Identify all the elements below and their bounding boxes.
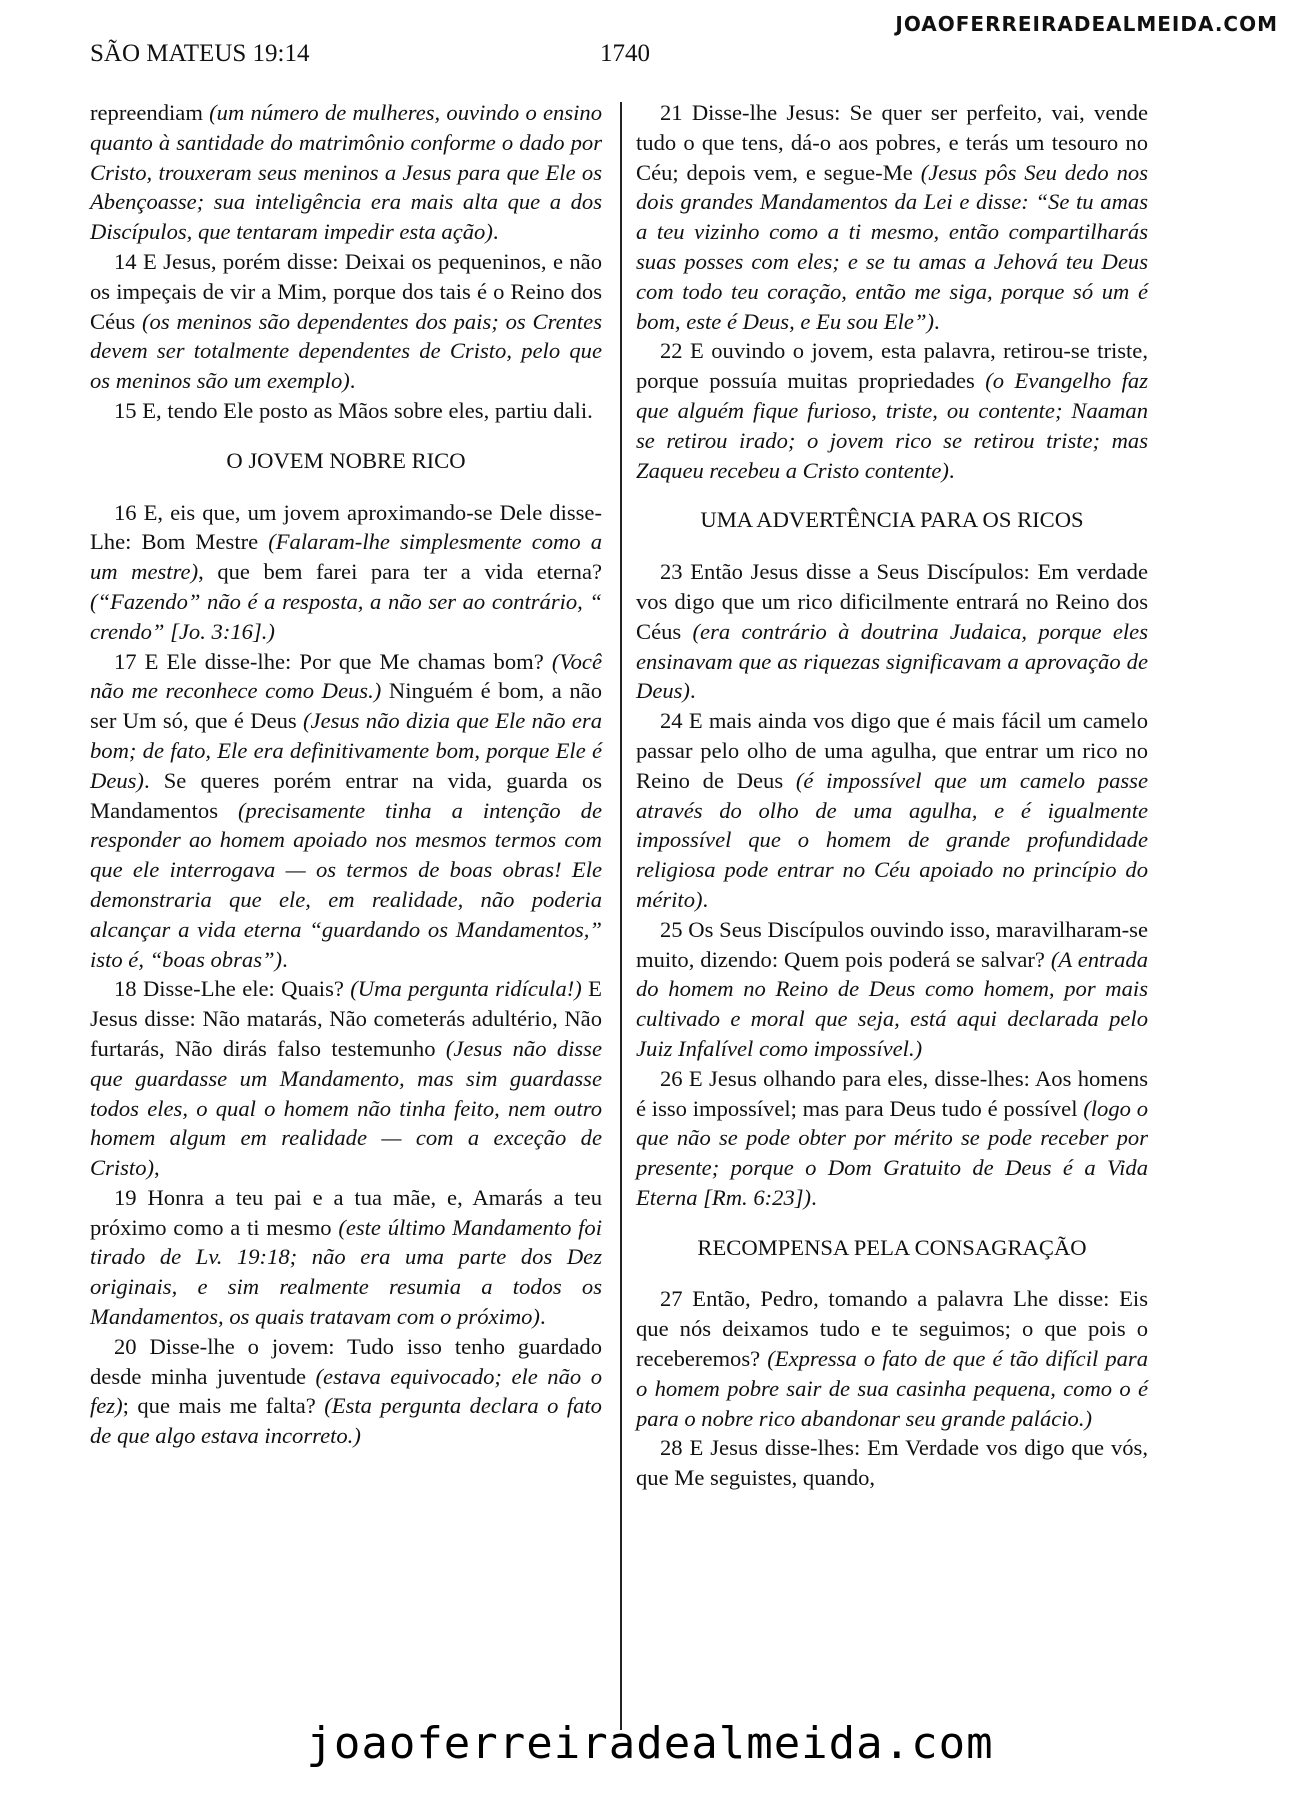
book-reference: SÃO MATEUS 19:14 (90, 40, 310, 67)
verse-15: 15 E, tendo Ele posto as Mãos sobre eles, partiu dali. (114, 397, 593, 423)
verse-14: 14 E Jesus, porém disse: Deixai os pequeninos, e não os impeçais de vir a Mim, porque dos tais é o Reino dos Céus (os meninos são dependentes dos pais; os Crentes devem ser totalmente dependentes de Cristo, pelo que os meninos são um exemplo). (90, 248, 602, 394)
section-heading-reward: RECOMPENSA PELA CONSAGRAÇÃO (697, 1234, 1087, 1260)
page-number: 1740 (600, 40, 650, 67)
verse-16: 16 E, eis que, um jovem aproximando-se Dele disse-Lhe: Bom Mestre (Falaram-lhe simplesmente como a um mestre), que bem farei para ter a vida eterna? (“Fazendo” não é a resposta, a não ser ao contrário, “ crendo” [Jo. 3:16].) (90, 499, 603, 644)
verse-24: 24 E mais ainda vos digo que é mais fácil um camelo passar pelo olho de uma agulha, que entrar um rico no Reino de Deus (é impossível que um camelo passe através do olho de uma agulha, e é igualmente impossível que o homem de grande profundidade religiosa pode entrar no Céu apoiado no princípio do mérito). (636, 708, 1148, 912)
verse-22: 22 E ouvindo o jovem, esta palavra, retirou-se triste, porque possuía muitas propriedades (o Evangelho faz que alguém fique furioso, triste, ou contente; Naaman se retirou irado; o jovem rico se retirou triste; mas Zaqueu recebeu a Cristo contente). (636, 338, 1148, 483)
site-watermark-top: JOAOFERREIRADEALMEIDA.COM (895, 12, 1278, 36)
site-watermark-bottom: joaoferreiradealmeida.com (306, 1718, 994, 1769)
running-header (90, 40, 650, 68)
verse-19: 19 Honra a teu pai e a tua mãe, e, Amarás a teu próximo como a ti mesmo (este último Mandamento foi tirado de Lv. 19:18; não era uma parte dos Dez originais, e sim realmente resumia a todos os Mandamentos, os quais tratavam com o próximo). (90, 1184, 602, 1330)
verse-26: 26 E Jesus olhando para eles, disse-lhes: Aos homens é isso impossível; mas para Deus tudo é possível (logo o que não se pode obter por mérito se pode receber por presente; porque o Dom Gratuito de Deus é a Vida Eterna [Rm. 6:23]). (636, 1065, 1149, 1210)
column-divider (620, 102, 622, 1730)
section-heading-warning-rich: UMA ADVERTÊNCIA PARA OS RICOS (700, 507, 1084, 533)
left-column (90, 98, 602, 1451)
verse-13-end: repreendiam (um número de mulheres, ouvindo o ensino quanto à santidade do matrimônio conforme o dado por Cristo, trouxeram seus meninos a Jesus para que Ele os Abençoasse; sua inteligência era mais alta que a dos Discípulos, que tentaram impedir esta ação). (90, 100, 602, 245)
verse-23: 23 Então Jesus disse a Seus Discípulos: Em verdade vos digo que um rico dificilmente entrará no Reino dos Céus (era contrário à doutrina Judaica, porque eles ensinavam que as riquezas significavam a aprovação de Deus). (636, 559, 1149, 704)
verse-28: 28 E Jesus disse-lhes: Em Verdade vos digo que vós, que Me seguistes, quando, (636, 1435, 1148, 1491)
verse-27: 27 Então, Pedro, tomando a palavra Lhe disse: Eis que nós deixamos tudo e te seguimos; o que pois o receberemos? (Expressa o fato de que é tão difícil para o homem pobre sair de sua casinha pequena, como o é para o nobre rico abandonar seu grande palácio.) (636, 1286, 1148, 1431)
verse-21: 21 Disse-lhe Jesus: Se quer ser perfeito, vai, vende tudo o que tens, dá-o aos pobres, e terás um tesouro no Céu; depois vem, e segue-Me (Jesus pôs Seu dedo nos dois grandes Mandamentos da Lei e disse: “Se tu amas a teu vizinho como a ti mesmo, então compartilharás suas posses com eles; e se tu amas a Jehová teu Deus com todo teu coração, então me siga, porque só um é bom, este é Deus, e Eu sou Ele”). (636, 100, 1148, 334)
verse-20: 20 Disse-lhe o jovem: Tudo isso tenho guardado desde minha juventude (estava equivocado; ele não o fez); que mais me falta? (Esta pergunta declara o fato de que algo estava incorreto.) (90, 1333, 602, 1449)
verse-25: 25 Os Seus Discípulos ouvindo isso, maravilharam-se muito, dizendo: Quem pois poderá se salvar? (A entrada do homem no Reino de Deus como homem, por mais cultivado e moral que seja, está aqui declarada pelo Juiz Infalível como impossível.) (636, 916, 1148, 1061)
verse-17: 17 E Ele disse-lhe: Por que Me chamas bom? (Você não me reconhece como Deus.) Ninguém é bom, a não ser Um só, que é Deus (Jesus não dizia que Ele não era bom; de fato, Ele era definitivamente bom, porque Ele é Deus). Se queres porém entrar na vida, guarda os Mandamentos (precisamente tinha a intenção de responder ao homem apoiado nos mesmos termos com que ele interrogava — os termos de boas obras! Ele demonstraria que ele, em realidade, não poderia alcançar a vida eterna “guardando os Mandamentos,” isto é, “boas obras”). (90, 648, 603, 972)
section-heading-rich-young-man: O JOVEM NOBRE RICO (226, 447, 466, 473)
right-column (636, 98, 1148, 1493)
verse-18: 18 Disse-Lhe ele: Quais? (Uma pergunta ridícula!) E Jesus disse: Não matarás, Não cometerás adultério, Não furtarás, Não dirás falso testemunho (Jesus não disse que guardasse um Mandamento, mas sim guardasse todos eles, o qual o homem não tinha feito, nem outro homem algum em realidade — com a exceção de Cristo), (90, 976, 603, 1181)
